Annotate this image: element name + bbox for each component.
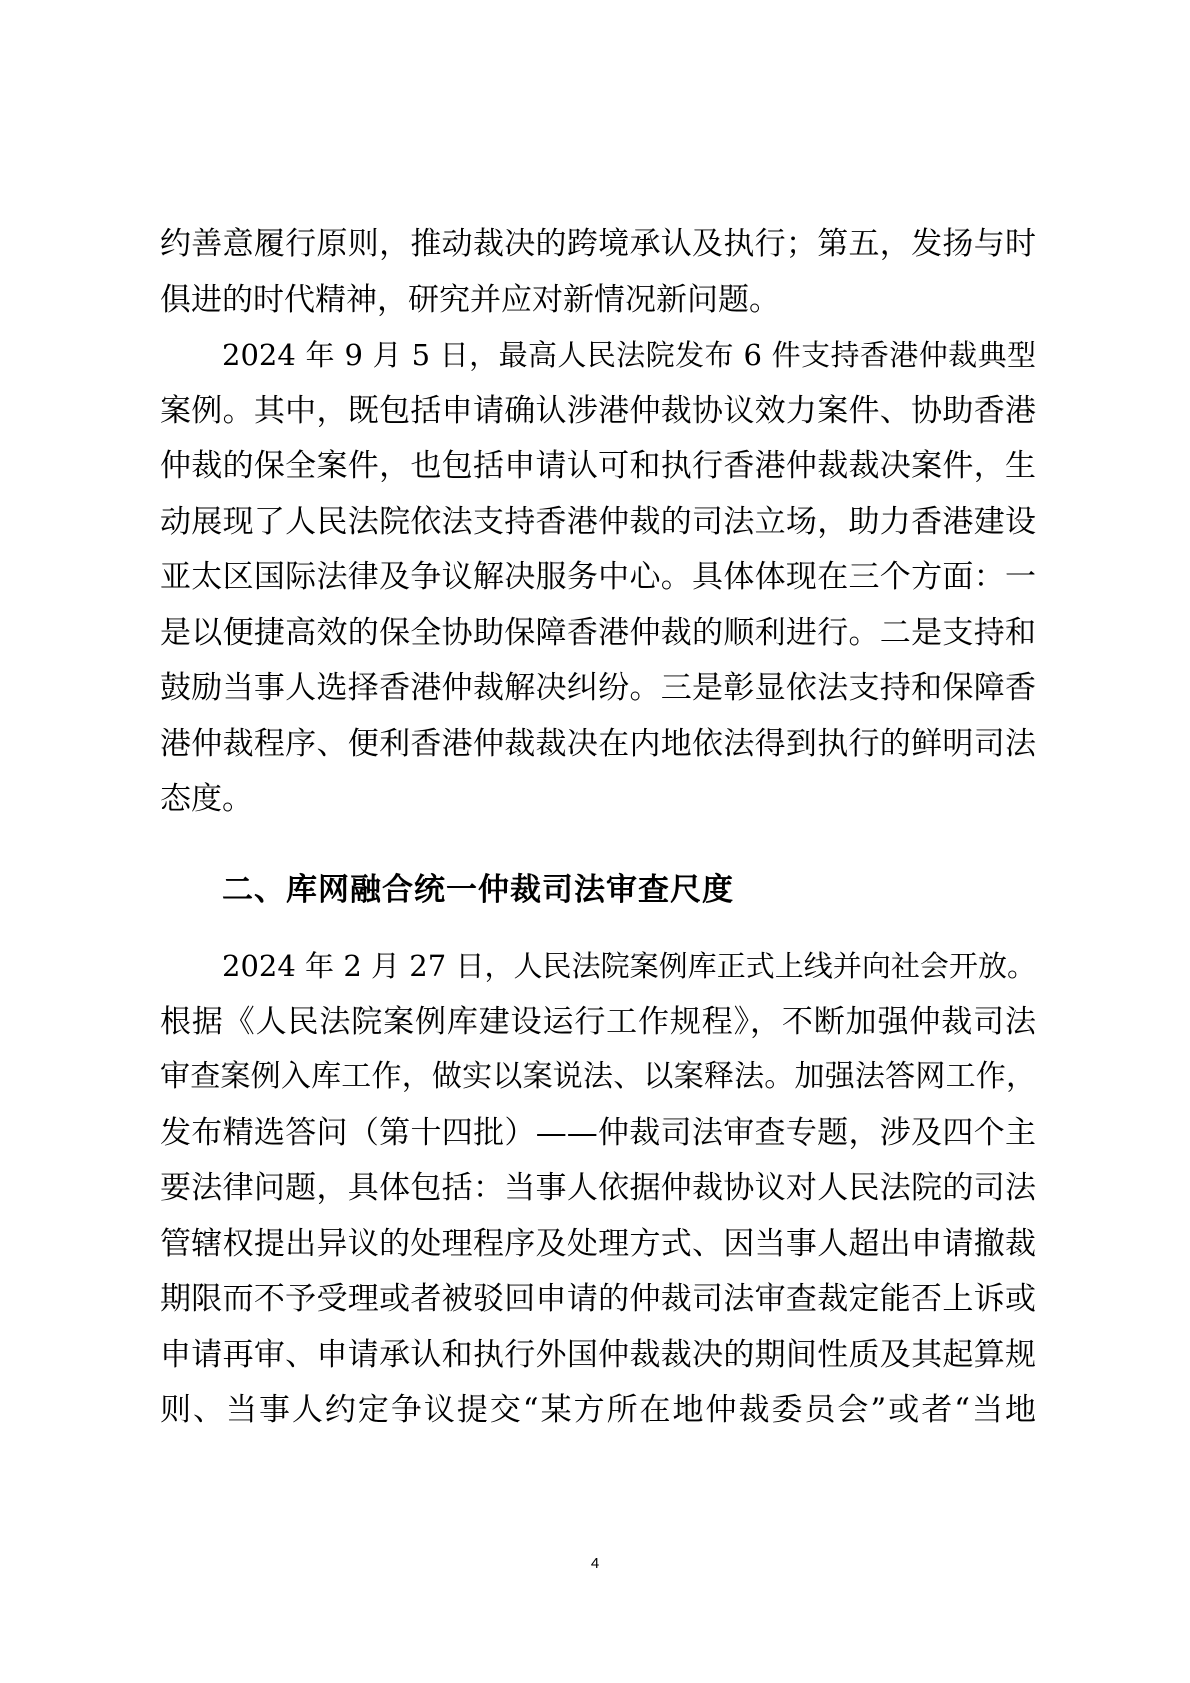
section-heading: 二、库网融合统一仲裁司法审查尺度 — [222, 872, 734, 908]
paragraph-3-line-6: 管辖权提出异议的处理程序及处理方式、因当事人超出申请撤裁 — [160, 1226, 1036, 1262]
paragraph-2-line-2: 案例。其中，既包括申请确认涉港仲裁协议效力案件、协助香港 — [160, 393, 1036, 429]
paragraph-2-line-9: 态度。 — [160, 781, 253, 817]
paragraph-3-line-7: 期限而不予受理或者被驳回申请的仲裁司法审查裁定能否上诉或 — [160, 1281, 1036, 1317]
paragraph-3-line-4: 发布精选答问（第十四批）——仲裁司法审查专题，涉及四个主 — [160, 1115, 1036, 1151]
paragraph-2-line-1: 2024 年 9 月 5 日，最高人民法院发布 6 件支持香港仲裁典型 — [222, 338, 1036, 372]
paragraph-2-line-5: 亚太区国际法律及争议解决服务中心。具体体现在三个方面：一 — [160, 559, 1036, 595]
paragraph-3-line-8: 申请再审、申请承认和执行外国仲裁裁决的期间性质及其起算规 — [160, 1337, 1036, 1373]
paragraph-2-line-3: 仲裁的保全案件，也包括申请认可和执行香港仲裁裁决案件，生 — [160, 448, 1036, 484]
paragraph-1-line-1: 约善意履行原则，推动裁决的跨境承认及执行；第五，发扬与时 — [160, 226, 1036, 262]
paragraph-1-line-2: 俱进的时代精神，研究并应对新情况新问题。 — [160, 282, 780, 318]
paragraph-2-line-8: 港仲裁程序、便利香港仲裁裁决在内地依法得到执行的鲜明司法 — [160, 726, 1036, 762]
paragraph-3-line-5: 要法律问题，具体包括：当事人依据仲裁协议对人民法院的司法 — [160, 1170, 1036, 1206]
paragraph-3-line-3: 审查案例入库工作，做实以案说法、以案释法。加强法答网工作， — [160, 1059, 1036, 1094]
page-number: 4 — [590, 1555, 600, 1572]
paragraph-2-line-7: 鼓励当事人选择香港仲裁解决纠纷。三是彰显依法支持和保障香 — [160, 670, 1036, 706]
paragraph-3-line-9: 则、当事人约定争议提交“某方所在地仲裁委员会”或者“当地 — [160, 1392, 1036, 1428]
paragraph-3-line-1: 2024 年 2 月 27 日，人民法院案例库正式上线并向社会开放。 — [222, 949, 1036, 983]
paragraph-2-line-4: 动展现了人民法院依法支持香港仲裁的司法立场，助力香港建设 — [160, 504, 1036, 540]
paragraph-2-line-6: 是以便捷高效的保全协助保障香港仲裁的顺利进行。二是支持和 — [160, 615, 1036, 651]
paragraph-3-line-2: 根据《人民法院案例库建设运行工作规程》，不断加强仲裁司法 — [160, 1004, 1036, 1040]
